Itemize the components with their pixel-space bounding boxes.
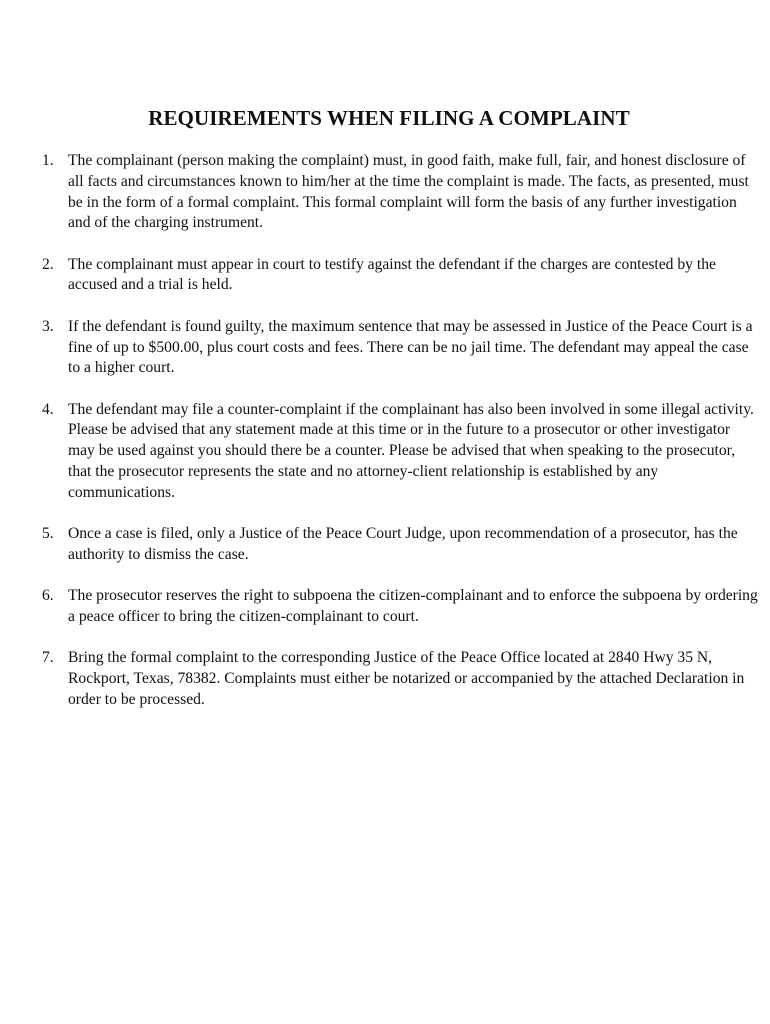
requirements-list [42, 151, 760, 731]
requirement-number: 4. [42, 400, 54, 418]
requirement-text: The prosecutor reserves the right to subpoena the citizen-complainant and to enforce the subpoena by ordering a peace officer to bring the citizen-complainant to court. [68, 587, 758, 626]
requirement-number: 3. [42, 317, 54, 335]
requirement-text: The complainant must appear in court to testify against the defendant if the charges are contested by the accused and a trial is held. [68, 255, 716, 294]
requirement-item-2 [42, 255, 760, 297]
requirement-text: Once a case is filed, only a Justice of the Peace Court Judge, upon recommendation of a prosecutor, has the authority to dismiss the case. [68, 525, 738, 563]
requirement-text: If the defendant is found guilty, the maximum sentence that may be assessed in Justice of the Peace Court is a fine of up to $500.00, plus court costs and fees. There can be no jail time. The defendant may appeal the case to a higher court. [68, 317, 753, 377]
requirement-text: Bring the formal complaint to the corresponding Justice of the Peace Office located at 2840 Hwy 35 N, Rockport, Texas, 78382. Complaints must either be notarized or accompanied by the attached Declaration in order to be processed. [68, 649, 745, 708]
document-title: REQUIREMENTS WHEN FILING A COMPLAINT [148, 106, 630, 130]
requirement-item-6 [42, 586, 760, 628]
requirement-number: 2. [42, 255, 54, 273]
requirement-item-1 [42, 151, 760, 234]
requirement-item-4 [42, 400, 760, 504]
requirement-number: 6. [42, 587, 54, 605]
requirement-text: The defendant may file a counter-complaint if the complainant has also been involved in some illegal activity. Please be advised that any statement made at this time or in the future to a prosecutor or other investigator may be used against you should there be a counter. Please be advised that when speaking to the prosecutor, that the prosecutor represents the state and no attorney-client relationship is established by any communications. [68, 400, 754, 501]
requirement-number: 1. [42, 152, 54, 169]
requirement-item-5 [42, 524, 760, 566]
requirement-text: The complainant (person making the complaint) must, in good faith, make full, fair, and honest disclosure of all facts and circumstances known to him/her at the time the complaint is made. The facts, as presented, must be in the form of a formal complaint. This formal complaint will form the basis of any further investigation and of the charging instrument. [68, 152, 749, 232]
requirement-item-3 [42, 317, 760, 379]
requirement-number: 7. [42, 649, 54, 667]
requirement-number: 5. [42, 525, 54, 543]
requirement-item-7 [42, 648, 760, 710]
